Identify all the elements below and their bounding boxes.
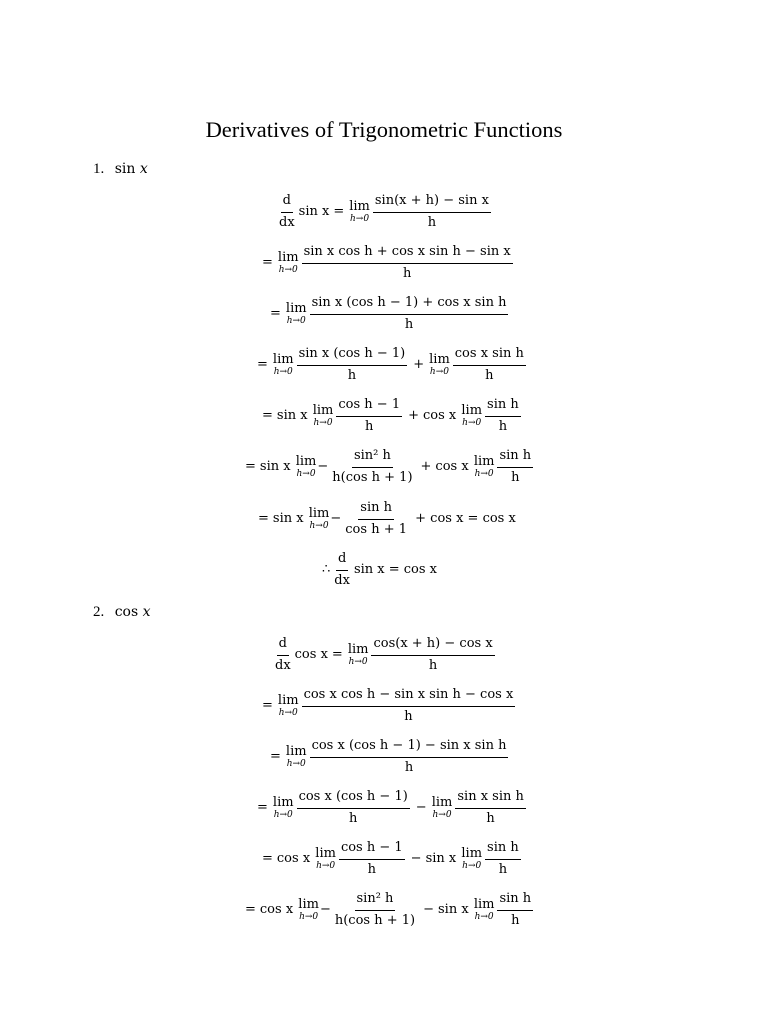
fraction: $\frac{\text{cos x (cos h − 1) − sin x sin h}}{h}$	[311, 738, 507, 775]
section-heading-cos	[93, 603, 151, 621]
limit-operator: lim h→0	[285, 744, 307, 769]
limit-operator: lim h→0	[429, 352, 450, 377]
limit-operator: lim h→0	[461, 403, 483, 428]
limit-operator: lim h→0	[461, 846, 483, 871]
limit-operator: lim h→0	[295, 454, 317, 479]
fraction: $\frac{\text{sin h}}{h}$	[499, 891, 532, 928]
limit-operator: lim h→0	[277, 693, 299, 718]
fraction: $\frac{\text{sin h}}{\text{cos h + 1}}$	[345, 500, 407, 537]
section-heading-sin	[93, 160, 148, 178]
fraction: $\frac{\text{sin² h}}{\text{h(cos h + 1)}}$	[334, 891, 416, 928]
section-variable: x	[139, 161, 148, 177]
limit-operator: lim h→0	[272, 795, 294, 820]
derivative-operator: $\frac{d}{dx}$	[275, 636, 291, 673]
equation-line: = lim h→0 $\frac{\text{cos x (cos h − 1)}}{h}$ − lim h→0 $\frac{\text{sin x sin h}}{h}$	[257, 789, 524, 826]
therefore-symbol: ∴	[322, 562, 331, 577]
limit-operator: lim h→0	[349, 199, 370, 224]
section-function: sin	[114, 161, 136, 177]
fraction: $\frac{\text{sin x cos h + cos x sin h − sin x}}{h}$	[303, 244, 511, 281]
equation-line: = sin x lim h→0 $\frac{\text{cos h − 1}}{h}$ + cos x lim h→0 $\frac{\text{sin h}}{h}$	[262, 397, 519, 434]
equation-line: = lim h→0 $\frac{\text{sin x (cos h − 1) + cos x sin h}}{h}$	[270, 295, 507, 332]
page-title: Derivatives of Trigonometric Functions	[205, 117, 563, 142]
fraction: $\frac{\text{sin² h}}{\text{h(cos h + 1)}}$	[332, 448, 413, 485]
equation-line: $\frac{d}{dx}$ sin x = lim h→0 $\frac{\text{sin(x + h) − sin x}}{h}$	[279, 193, 489, 230]
equation-line: = lim h→0 $\frac{\text{sin x (cos h − 1)}}{h}$ + lim h→0 $\frac{\text{cos x sin h}}{h}$	[257, 346, 524, 383]
derivative-operator: $\frac{d}{dx}$	[334, 551, 350, 588]
limit-operator: lim h→0	[312, 403, 334, 428]
limit-operator: lim h→0	[308, 506, 330, 531]
fraction: $\frac{\text{sin(x + h) − sin x}}{h}$	[374, 193, 489, 230]
limit-operator: lim h→0	[277, 250, 299, 275]
fraction: $\frac{\text{cos(x + h) − cos x}}{h}$	[373, 636, 493, 673]
fraction: $\frac{\text{cos x sin h}}{h}$	[454, 346, 524, 383]
limit-operator: lim h→0	[473, 897, 495, 922]
fraction: $\frac{\text{sin x sin h}}{h}$	[457, 789, 524, 826]
equation-line: = sin x lim h→0 − $\frac{\text{sin h}}{\text{cos h + 1}}$ + cos x = cos x	[258, 500, 516, 537]
equation-line: = lim h→0 $\frac{\text{cos x (cos h − 1) − sin x sin h}}{h}$	[270, 738, 507, 775]
limit-operator: lim h→0	[473, 454, 495, 479]
fraction: $\frac{\text{sin x (cos h − 1)}}{h}$	[298, 346, 406, 383]
fraction: $\frac{\text{cos h − 1}}{h}$	[340, 840, 403, 877]
derivative-operator: $\frac{d}{dx}$	[279, 193, 295, 230]
section-number: 1.	[93, 161, 105, 177]
fraction: $\frac{\text{cos x (cos h − 1)}}{h}$	[298, 789, 408, 826]
fraction: $\frac{\text{sin h}}{h}$	[499, 448, 532, 485]
limit-operator: lim h→0	[298, 897, 319, 922]
equation-line: = lim h→0 $\frac{\text{sin x cos h + cos x sin h − sin x}}{h}$	[262, 244, 511, 281]
fraction: $\frac{\text{cos x cos h − sin x sin h − cos x}}{h}$	[303, 687, 514, 724]
limit-operator: lim h→0	[431, 795, 453, 820]
fraction: $\frac{\text{sin h}}{h}$	[487, 397, 519, 434]
section-number: 2.	[93, 604, 105, 620]
equation-line: = lim h→0 $\frac{\text{cos x cos h − sin x sin h − cos x}}{h}$	[262, 687, 514, 724]
fraction: $\frac{\text{sin h}}{h}$	[487, 840, 519, 877]
section-variable: x	[142, 604, 151, 620]
limit-operator: lim h→0	[315, 846, 336, 871]
limit-operator: lim h→0	[347, 642, 369, 667]
equation-line: $\frac{d}{dx}$ cos x = lim h→0 $\frac{\text{cos(x + h) − cos x}}{h}$	[275, 636, 493, 673]
limit-operator: lim h→0	[285, 301, 307, 326]
equation-line: = sin x lim h→0 − $\frac{\text{sin² h}}{\text{h(cos h + 1)}}$ + cos x lim h→0 $\frac{\text{sin h}}{h}$	[245, 448, 532, 485]
equation-line: = cos x lim h→0 $\frac{\text{cos h − 1}}{h}$ − sin x lim h→0 $\frac{\text{sin h}}{h}$	[262, 840, 519, 877]
equation-line: ∴ $\frac{d}{dx}$ sin x = cos x	[322, 551, 438, 588]
fraction: $\frac{\text{sin x (cos h − 1) + cos x sin h}}{h}$	[311, 295, 507, 332]
limit-operator: lim h→0	[272, 352, 294, 377]
section-function: cos	[114, 604, 139, 620]
fraction: $\frac{\text{cos h − 1}}{h}$	[338, 397, 401, 434]
equation-line: = cos x lim h→0 − $\frac{\text{sin² h}}{\text{h(cos h + 1)}}$ − sin x lim h→0 $\frac{\text{sin h}}{h}$	[245, 891, 532, 928]
